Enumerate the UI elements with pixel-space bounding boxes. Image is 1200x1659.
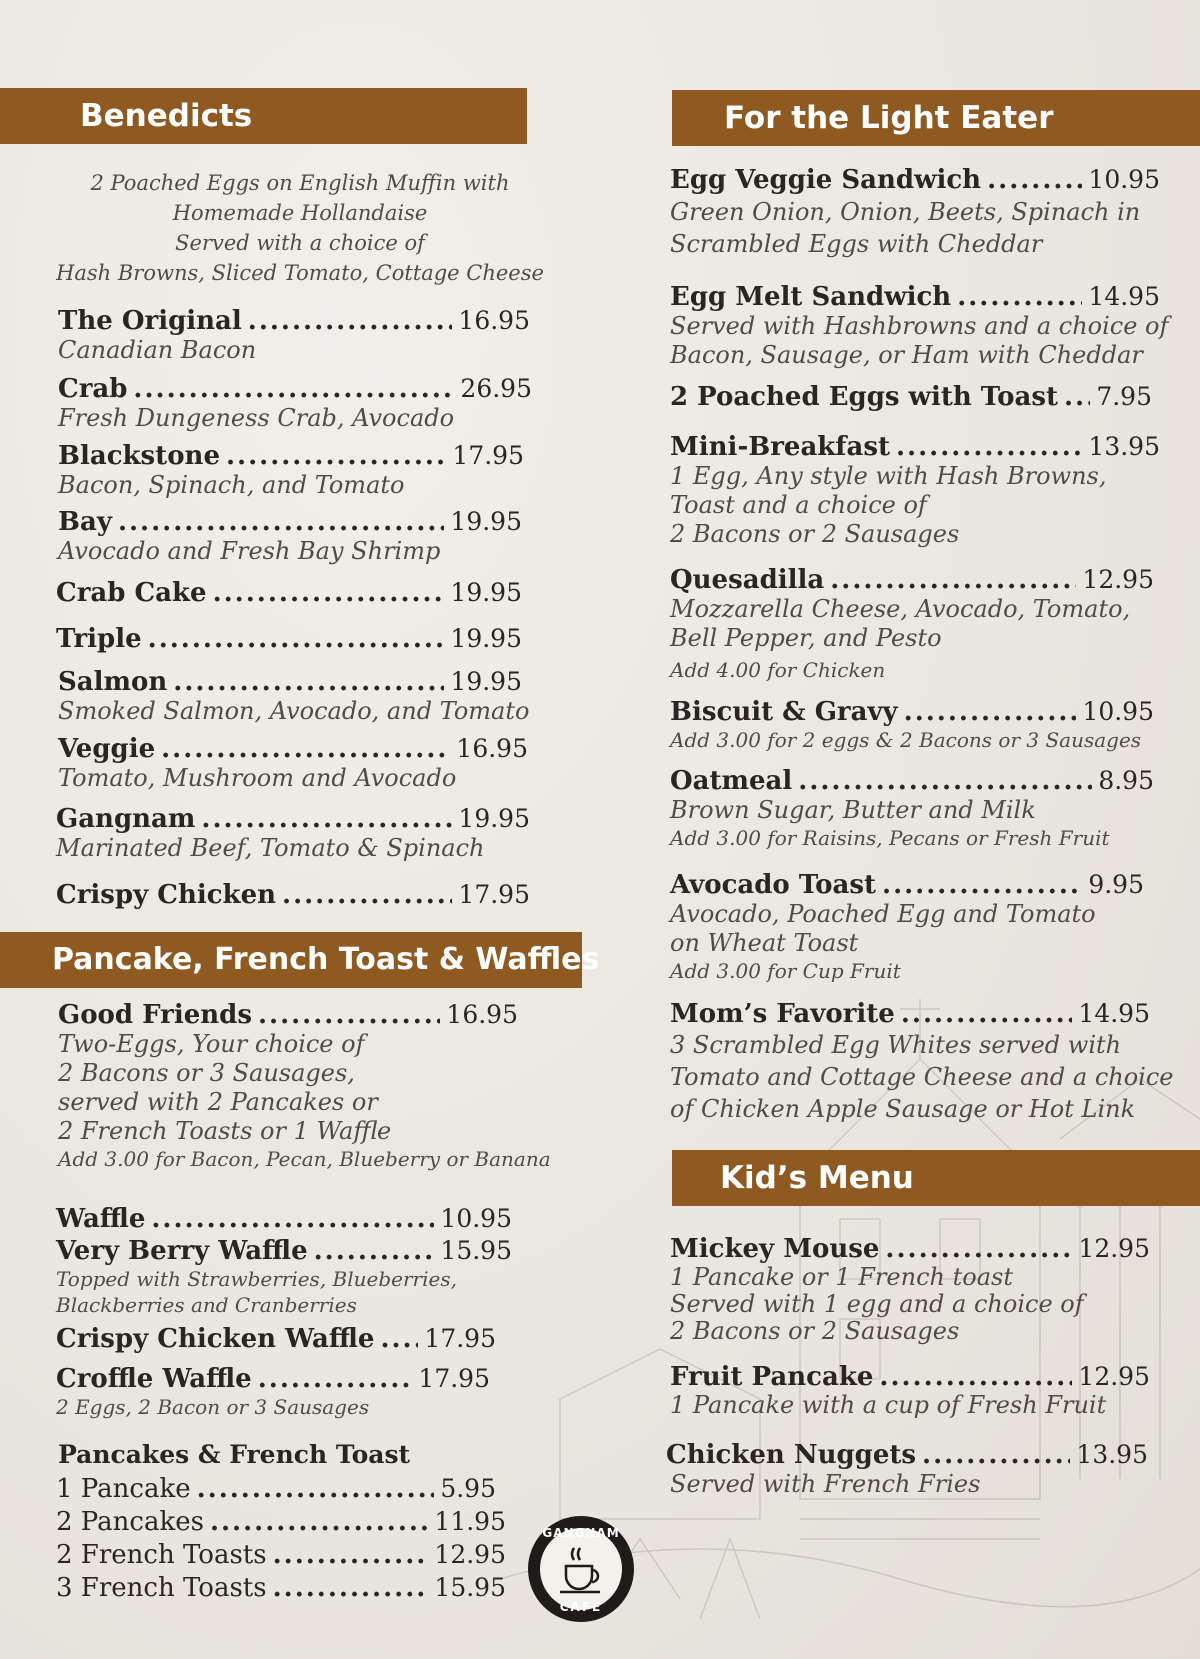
menu-item-egg-melt-sandwich: Egg Melt Sandwich ..... 14.95 Served with Hashbrowns and a choice of Bacon, Sausage, or Ham with Cheddar <box>670 282 1160 370</box>
menu-item-crispy-chicken: Crispy Chicken ..... 17.95 <box>56 880 530 910</box>
menu-item-biscuit-gravy: Biscuit & Gravy ..... 10.95 Add 3.00 for 2 eggs & 2 Bacons or 3 Sausages <box>670 697 1154 753</box>
menu-item-waffle: Waffle ..... 10.95 <box>56 1204 512 1234</box>
menu-item-crab-cake: Crab Cake ..... 19.95 <box>56 578 522 608</box>
menu-item-crispy-chicken-waffle: Crispy Chicken Waffle ..... 17.95 <box>56 1324 496 1354</box>
menu-item-triple: Triple ..... 19.95 <box>56 624 522 654</box>
menu-item-gangnam: Gangnam ..... 19.95 Marinated Beef, Tomato & Spinach <box>56 804 530 863</box>
menu-item-croffle-waffle: Croffle Waffle ..... 17.95 2 Eggs, 2 Bacon or 3 Sausages <box>56 1364 490 1420</box>
menu-item-egg-veggie-sandwich: Egg Veggie Sandwich ..... 10.95 Green Onion, Onion, Beets, Spinach in Scrambled Eggs with Cheddar <box>670 165 1160 259</box>
pancakes-french-toast-subheading: Pancakes & French Toast <box>58 1440 411 1469</box>
gangnam-cafe-logo: GANGNAM CAFE <box>528 1516 634 1622</box>
menu-item-good-friends: Good Friends ..... 16.95 Two-Eggs, Your choice of 2 Bacons or 3 Sausages, served with 2 Pancakes or 2 French Toasts or 1 Waffle Add 3.00 for Bacon, Pecan, Blueberry or Banana <box>58 1000 518 1172</box>
menu-item-salmon: Salmon ..... 19.95 Smoked Salmon, Avocado, and Tomato <box>58 667 522 726</box>
menu-item-veggie: Veggie ..... 16.95 Tomato, Mushroom and Avocado <box>58 734 528 793</box>
light-eater-heading: For the Light Eater <box>672 90 1200 146</box>
menu-item-1-pancake: 1 Pancake ..... 5.95 <box>56 1474 496 1504</box>
menu-item-bay: Bay ..... 19.95 Avocado and Fresh Bay Shrimp <box>58 507 522 566</box>
benedicts-heading: Benedicts <box>0 88 527 144</box>
menu-item-chicken-nuggets: Chicken Nuggets ..... 13.95 Served with French Fries <box>666 1440 1148 1499</box>
menu-item-oatmeal: Oatmeal ..... 8.95 Brown Sugar, Butter and Milk Add 3.00 for Raisins, Pecans or Fresh Fruit <box>670 766 1154 851</box>
menu-item-3-french-toasts: 3 French Toasts ..... 15.95 <box>56 1573 506 1603</box>
menu-item-very-berry-waffle: Very Berry Waffle ..... 15.95 Topped with Strawberries, Blueberries, Blackberries and Cranberries <box>56 1236 512 1318</box>
benedicts-intro: 2 Poached Eggs on English Muffin with Homemade Hollandaise Served with a choice of Hash Browns, Sliced Tomato, Cottage Cheese <box>56 171 544 285</box>
menu-item-mickey-mouse: Mickey Mouse ..... 12.95 1 Pancake or 1 French toast Served with 1 egg and a choice of 2 Bacons or 2 Sausages <box>670 1234 1150 1345</box>
menu-item-2-french-toasts: 2 French Toasts ..... 12.95 <box>56 1540 506 1570</box>
menu-item-mini-breakfast: Mini-Breakfast ..... 13.95 1 Egg, Any style with Hash Browns, Toast and a choice of 2 Bacons or 2 Sausages <box>670 432 1160 549</box>
menu-item-2-pancakes: 2 Pancakes ..... 11.95 <box>56 1507 506 1537</box>
menu-item-quesadilla: Quesadilla ..... 12.95 Mozzarella Cheese, Avocado, Tomato, Bell Pepper, and Pesto Add 4.00 for Chicken <box>670 565 1154 683</box>
pancakes-heading: Pancake, French Toast & Waffles <box>0 932 582 988</box>
menu-item-avocado-toast: Avocado Toast ..... 9.95 Avocado, Poached Egg and Tomato on Wheat Toast Add 3.00 for Cup Fruit <box>670 870 1144 984</box>
menu-item-2-poached-eggs-with-toast: 2 Poached Eggs with Toast ..... 7.95 <box>670 382 1152 412</box>
menu-item-fruit-pancake: Fruit Pancake ..... 12.95 1 Pancake with a cup of Fresh Fruit <box>670 1362 1150 1419</box>
menu-item-the-original: The Original ..... 16.95 Canadian Bacon <box>58 306 530 365</box>
menu-item-crab: Crab ..... 26.95 Fresh Dungeness Crab, Avocado <box>58 374 532 433</box>
menu-item-blackstone: Blackstone ..... 17.95 Bacon, Spinach, and Tomato <box>58 441 524 500</box>
kids-menu-heading: Kid’s Menu <box>672 1150 1200 1206</box>
menu-item-moms-favorite: Mom’s Favorite ..... 14.95 3 Scrambled Egg Whites served with Tomato and Cottage Cheese and a choice of Chicken Apple Sausage or Hot Link <box>670 999 1150 1125</box>
